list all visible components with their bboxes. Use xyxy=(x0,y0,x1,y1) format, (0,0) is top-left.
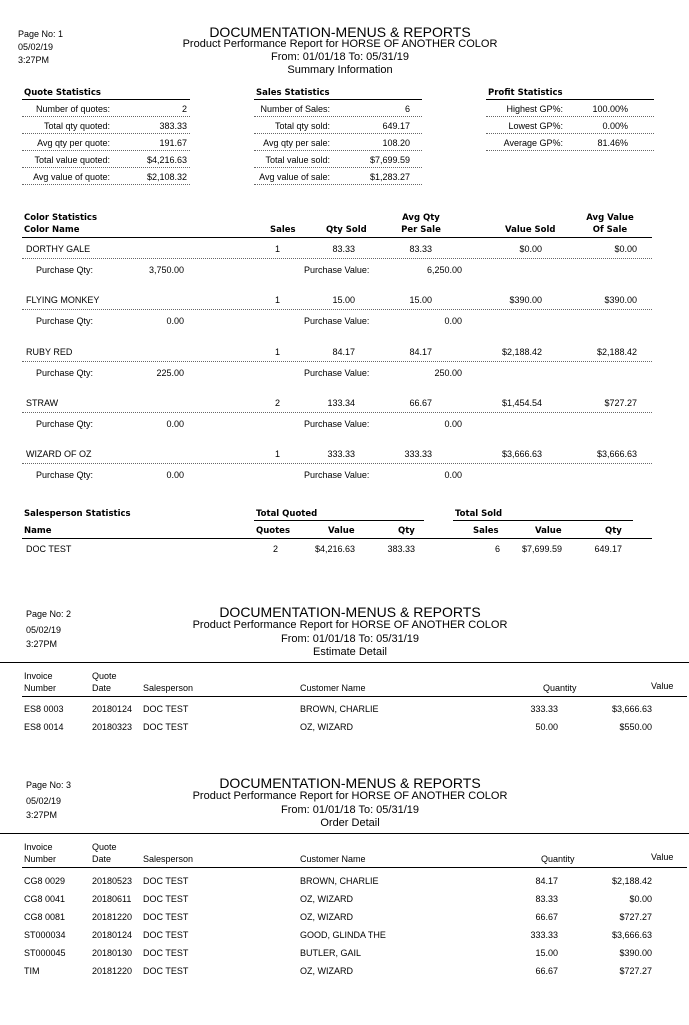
divider xyxy=(22,167,190,168)
stat-value: $1,283.27 xyxy=(369,172,410,182)
divider xyxy=(22,463,652,464)
col-number: Number xyxy=(24,854,57,864)
stat-label: Avg qty per quote: xyxy=(37,138,110,148)
col-value: Value xyxy=(651,681,674,691)
divider xyxy=(453,520,633,521)
divider xyxy=(22,133,190,134)
col-quantity: Quantity xyxy=(541,854,575,864)
color-avg-value: $2,188.42 xyxy=(596,346,637,357)
quantity: 50.00 xyxy=(535,722,558,732)
divider xyxy=(254,184,422,185)
customer-name: OZ, WIZARD xyxy=(300,966,353,976)
invoice-number: TIM xyxy=(24,966,40,976)
color-avg-qty: 15.00 xyxy=(409,295,432,306)
stat-value: 0.00% xyxy=(602,121,628,131)
col-avg-qty: Avg Qty xyxy=(402,213,440,223)
purchase-qty-label: Purchase Qty: xyxy=(36,367,94,378)
divider xyxy=(22,237,652,238)
value: $390.00 xyxy=(619,948,652,958)
stat-value: 383.33 xyxy=(159,121,187,131)
col-quoted-qty: Qty xyxy=(398,526,415,536)
value: $727.27 xyxy=(619,966,652,976)
col-customer: Customer Name xyxy=(300,683,366,693)
salesperson: DOC TEST xyxy=(143,704,189,714)
color-sales: 1 xyxy=(274,295,280,306)
color-avg-qty: 66.67 xyxy=(409,397,432,408)
divider xyxy=(486,133,654,134)
quantity: 15.00 xyxy=(535,948,558,958)
quote-date: 20180523 xyxy=(92,876,133,886)
invoice-number: CG8 0029 xyxy=(24,876,66,886)
color-name: FLYING MONKEY xyxy=(26,295,100,306)
customer-name: GOOD, GLINDA THE xyxy=(300,930,386,940)
col-sold-qty: Qty xyxy=(605,526,622,536)
salesperson: DOC TEST xyxy=(143,876,189,886)
customer-name: BROWN, CHARLIE xyxy=(300,876,379,886)
col-salesperson: Salesperson xyxy=(143,854,194,864)
value: $2,188.42 xyxy=(611,876,652,886)
col-value: Value xyxy=(651,852,674,862)
divider xyxy=(22,412,652,413)
purchase-qty: 0.00 xyxy=(166,418,184,429)
stat-label: Avg value of sale: xyxy=(259,172,330,182)
purchase-value-label: Purchase Value: xyxy=(304,265,370,275)
divider xyxy=(254,116,422,117)
salesperson: DOC TEST xyxy=(143,912,189,922)
stat-label: Avg value of quote: xyxy=(33,172,110,182)
invoice-number: CG8 0081 xyxy=(24,912,66,922)
stat-value: 108.20 xyxy=(382,138,410,148)
total-sold-heading: Total Sold xyxy=(455,509,503,519)
value: $0.00 xyxy=(629,894,652,904)
color-name: DORTHY GALE xyxy=(26,244,91,254)
purchase-value: 0.00 xyxy=(444,470,462,481)
purchase-value-label: Purchase Value: xyxy=(304,418,370,429)
report-date-range: From: 01/01/18 To: 05/31/19 xyxy=(281,633,419,645)
purchase-qty: 0.00 xyxy=(166,470,184,481)
col-number: Number xyxy=(24,683,57,693)
divider xyxy=(486,99,654,100)
stat-label: Average GP%: xyxy=(503,138,563,148)
value: $727.27 xyxy=(619,912,652,922)
page-number: Page No: 1 xyxy=(18,29,64,39)
stat-value: 81.46% xyxy=(597,138,628,148)
divider xyxy=(22,309,652,310)
stat-value: 191.67 xyxy=(159,138,187,148)
sold-qty: 649.17 xyxy=(594,544,622,554)
col-date: Date xyxy=(92,854,112,864)
divider xyxy=(22,184,190,185)
report-subtitle: Product Performance Report for HORSE OF ANOTHER COLOR xyxy=(182,38,498,50)
report-time: 3:27PM xyxy=(26,639,58,649)
purchase-qty-label: Purchase Qty: xyxy=(36,265,94,275)
invoice-number: CG8 0041 xyxy=(24,894,66,904)
report-section: Summary Information xyxy=(287,64,393,76)
color-avg-qty: 84.17 xyxy=(409,346,432,357)
stat-label: Highest GP%: xyxy=(506,104,563,114)
col-date: Date xyxy=(92,683,112,693)
invoice-number: ES8 0014 xyxy=(24,722,64,732)
color-sales: 2 xyxy=(274,397,280,408)
report-date-range: From: 01/01/18 To: 05/31/19 xyxy=(271,51,409,63)
divider xyxy=(254,167,422,168)
report-date: 05/02/19 xyxy=(18,42,54,52)
color-avg-value: $0.00 xyxy=(614,244,637,254)
report-section: Order Detail xyxy=(320,817,380,829)
customer-name: OZ, WIZARD xyxy=(300,912,353,922)
quantity: 66.67 xyxy=(535,966,558,976)
color-qty-sold: 15.00 xyxy=(332,295,355,306)
stat-value: $7,699.59 xyxy=(369,155,410,165)
value: $3,666.63 xyxy=(611,930,652,940)
report-section: Estimate Detail xyxy=(313,646,387,658)
customer-name: OZ, WIZARD xyxy=(300,722,353,732)
quantity: 333.33 xyxy=(530,704,558,714)
total-quoted-heading: Total Quoted xyxy=(256,509,318,519)
col-avg-value: Avg Value xyxy=(586,213,634,223)
quotes-count: 2 xyxy=(272,544,278,554)
color-avg-value: $390.00 xyxy=(604,295,637,306)
col-sales: Sales xyxy=(270,225,296,235)
col-invoice: Invoice xyxy=(24,671,53,681)
purchase-qty: 225.00 xyxy=(156,367,184,378)
page-number: Page No: 2 xyxy=(26,609,72,619)
stat-value: $2,108.32 xyxy=(146,172,187,182)
invoice-number: ST000034 xyxy=(24,930,66,940)
divider xyxy=(22,116,190,117)
color-value-sold: $3,666.63 xyxy=(501,449,542,460)
color-avg-value: $727.27 xyxy=(604,397,637,408)
report-title: DOCUMENTATION-MENUS & REPORTS xyxy=(219,775,481,791)
divider xyxy=(0,662,689,663)
quoted-value: $4,216.63 xyxy=(314,544,355,554)
color-avg-qty: 83.33 xyxy=(409,244,432,254)
purchase-value-label: Purchase Value: xyxy=(304,367,370,378)
divider xyxy=(254,150,422,151)
stat-value: 6 xyxy=(404,104,410,114)
quantity: 333.33 xyxy=(530,930,558,940)
sales-count: 6 xyxy=(494,544,500,554)
purchase-value: 0.00 xyxy=(444,316,462,327)
customer-name: OZ, WIZARD xyxy=(300,894,353,904)
stat-value: 649.17 xyxy=(382,121,410,131)
page-number: Page No: 3 xyxy=(26,780,72,790)
quote-date: 20181220 xyxy=(92,912,133,922)
report-time: 3:27PM xyxy=(18,55,50,65)
report-date: 05/02/19 xyxy=(26,625,62,635)
section-heading: Salesperson Statistics xyxy=(24,509,131,519)
section-heading: Color Statistics xyxy=(24,213,98,223)
color-qty-sold: 133.34 xyxy=(327,397,355,408)
quote-date: 20181220 xyxy=(92,966,133,976)
col-quoted-value: Value xyxy=(328,526,355,536)
purchase-qty-label: Purchase Qty: xyxy=(36,470,94,481)
col-quote: Quote xyxy=(92,842,117,852)
purchase-qty-label: Purchase Qty: xyxy=(36,418,94,429)
divider xyxy=(254,133,422,134)
col-quote: Quote xyxy=(92,671,117,681)
quantity: 84.17 xyxy=(535,876,558,886)
salesperson: DOC TEST xyxy=(143,722,189,732)
col-color-name: Color Name xyxy=(24,225,80,235)
quote-date: 20180130 xyxy=(92,948,133,958)
divider xyxy=(22,696,687,697)
quote-date: 20180611 xyxy=(92,894,132,904)
color-sales: 1 xyxy=(274,346,280,357)
col-qty-sold: Qty Sold xyxy=(326,225,367,235)
col-quotes: Quotes xyxy=(256,526,291,536)
divider xyxy=(486,116,654,117)
quote-date: 20180323 xyxy=(92,722,133,732)
stat-label: Total value quoted: xyxy=(34,155,110,165)
customer-name: BUTLER, GAIL xyxy=(300,948,362,958)
divider xyxy=(22,538,652,539)
sold-value: $7,699.59 xyxy=(521,544,562,554)
col-sales: Sales xyxy=(473,526,499,536)
divider xyxy=(22,867,687,868)
color-value-sold: $390.00 xyxy=(509,295,542,306)
purchase-qty: 3,750.00 xyxy=(148,265,184,275)
col-of-sale: Of Sale xyxy=(592,225,628,235)
quantity: 66.67 xyxy=(535,912,558,922)
color-sales: 1 xyxy=(274,449,280,460)
purchase-value: 6,250.00 xyxy=(426,265,462,275)
value: $550.00 xyxy=(619,722,652,732)
quote-date: 20180124 xyxy=(92,930,133,940)
invoice-number: ES8 0003 xyxy=(24,704,64,714)
salesperson: DOC TEST xyxy=(143,948,189,958)
divider xyxy=(0,833,689,834)
col-name: Name xyxy=(24,526,52,536)
color-qty-sold: 333.33 xyxy=(327,449,355,460)
color-sales: 1 xyxy=(274,244,280,254)
salesperson: DOC TEST xyxy=(143,894,189,904)
divider xyxy=(22,150,190,151)
divider xyxy=(254,520,424,521)
report-time: 3:27PM xyxy=(26,810,58,820)
report-date: 05/02/19 xyxy=(26,796,62,806)
divider xyxy=(22,361,652,362)
salesperson-name: DOC TEST xyxy=(26,544,72,554)
color-name: STRAW xyxy=(26,397,59,408)
divider xyxy=(254,99,422,100)
stat-label: Number of quotes: xyxy=(35,104,110,114)
purchase-value-label: Purchase Value: xyxy=(304,470,370,481)
stat-label: Lowest GP%: xyxy=(508,121,563,131)
col-invoice: Invoice xyxy=(24,842,53,852)
quantity: 83.33 xyxy=(535,894,558,904)
stat-label: Total qty sold: xyxy=(274,121,330,131)
quote-date: 20180124 xyxy=(92,704,133,714)
section-heading: Quote Statistics xyxy=(24,88,101,98)
purchase-value-label: Purchase Value: xyxy=(304,316,370,327)
stat-label: Number of Sales: xyxy=(260,104,330,114)
purchase-qty: 0.00 xyxy=(166,316,184,327)
stat-label: Total value sold: xyxy=(265,155,330,165)
invoice-number: ST000045 xyxy=(24,948,66,958)
salesperson: DOC TEST xyxy=(143,930,189,940)
stat-value: $4,216.63 xyxy=(146,155,187,165)
col-salesperson: Salesperson xyxy=(143,683,194,693)
divider xyxy=(22,258,652,259)
section-heading: Profit Statistics xyxy=(488,88,563,98)
col-sold-value: Value xyxy=(535,526,562,536)
report-title: DOCUMENTATION-MENUS & REPORTS xyxy=(209,24,471,40)
stat-value: 2 xyxy=(181,104,187,114)
col-quantity: Quantity xyxy=(543,683,577,693)
divider xyxy=(22,99,190,100)
divider xyxy=(486,150,654,151)
color-name: RUBY RED xyxy=(26,346,73,357)
report-title: DOCUMENTATION-MENUS & REPORTS xyxy=(219,604,481,620)
color-qty-sold: 84.17 xyxy=(332,346,355,357)
col-per-sale: Per Sale xyxy=(401,225,441,235)
purchase-value: 250.00 xyxy=(434,367,462,378)
color-value-sold: $2,188.42 xyxy=(501,346,542,357)
value: $3,666.63 xyxy=(611,704,652,714)
color-qty-sold: 83.33 xyxy=(332,244,355,254)
color-avg-qty: 333.33 xyxy=(404,449,432,460)
color-name: WIZARD OF OZ xyxy=(26,449,92,460)
report-subtitle: Product Performance Report for HORSE OF ANOTHER COLOR xyxy=(192,790,508,802)
quoted-qty: 383.33 xyxy=(387,544,415,554)
color-avg-value: $3,666.63 xyxy=(596,449,637,460)
purchase-qty-label: Purchase Qty: xyxy=(36,316,94,327)
report-date-range: From: 01/01/18 To: 05/31/19 xyxy=(281,804,419,816)
stat-label: Total qty quoted: xyxy=(43,121,110,131)
color-value-sold: $0.00 xyxy=(519,244,542,254)
stat-value: 100.00% xyxy=(592,104,628,114)
color-value-sold: $1,454.54 xyxy=(501,397,542,408)
section-heading: Sales Statistics xyxy=(256,88,330,98)
col-customer: Customer Name xyxy=(300,854,366,864)
col-value-sold: Value Sold xyxy=(505,225,556,235)
stat-label: Avg qty per sale: xyxy=(263,138,330,148)
report-subtitle: Product Performance Report for HORSE OF ANOTHER COLOR xyxy=(192,619,508,631)
salesperson: DOC TEST xyxy=(143,966,189,976)
customer-name: BROWN, CHARLIE xyxy=(300,704,379,714)
purchase-value: 0.00 xyxy=(444,418,462,429)
